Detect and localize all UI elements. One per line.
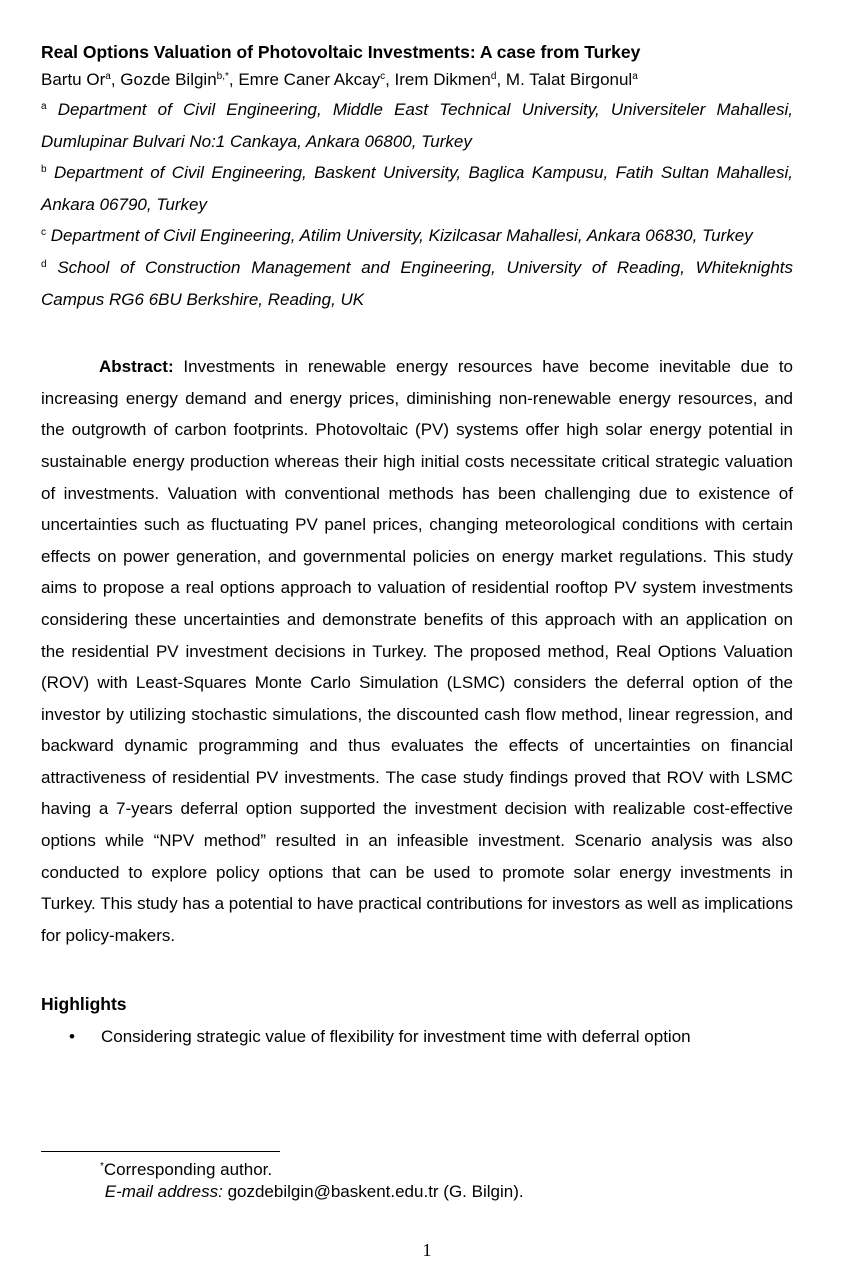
affiliation-a: $^a$ Department of Civil Engineering, Middle East Technical University, Universiteler Mahallesi, Dumlupinar Bulvari No:1 Cankaya, Ankara 06800, Turkey	[41, 100, 793, 151]
highlights-heading: Highlights	[41, 994, 127, 1015]
author: M. Talat Birgonul$^a$	[505, 70, 638, 89]
author-list	[41, 66, 793, 94]
author: Irem Dikmen$^d$,	[394, 70, 506, 89]
paper-page	[41, 38, 793, 1051]
author: Emre Caner Akcay$^c$,	[238, 70, 395, 89]
footnote-email: E-mail address: gozdebilgin@baskent.edu.tr (G. Bilgin).	[104, 1182, 524, 1201]
affiliation-c: $^c$ Department of Civil Engineering, Atilim University, Kizilcasar Mahallesi, Ankara 06830, Turkey	[41, 226, 753, 246]
abstract	[41, 351, 793, 951]
abstract-label: Abstract:	[99, 357, 174, 377]
abstract-text: Investments in renewable energy resources have become inevitable due to increasing energy demand and energy prices, diminishing non-renewable energy resources, and the outgrowth of carbon footprints. Photovoltaic (PV) systems offer high solar energy potential in sustainable energy production whereas their high initial costs necessitate critical strategic valuation of investments. Valuation with conventional methods has been challenging due to existence of uncertainties such as fluctuating PV panel prices, changing meteorological conditions with certain effects on power generation, and governmental policies on energy market regulations. This study aims to propose a real options approach to valuation of residential rooftop PV system investments considering these uncertainties and demonstrate benefits of this approach with an application on the residential PV investment decisions in Turkey. The proposed method, Real Options Valuation (ROV) with Least-Squares Monte Carlo Simulation (LSMC) considers the deferral option of the investor by utilizing stochastic simulations, the discounted cash flow method, linear regression, and backward dynamic programming and thus evaluates the effects of uncertainties on financial attractiveness of residential PV investments. The case study findings proved that ROV with LSMC having a 7-years deferral option supported the investment decision with realizable cost-effective options while “NPV method” resulted in an infeasible investment. Scenario analysis was also conducted to explore policy options that can be used to promote solar energy investments in Turkey. This study has a potential to have practical contributions for investors as well as implications for policy-makers.	[41, 357, 793, 945]
author: Gozde Bilgin$^{b,*}$,	[120, 70, 239, 89]
page-number: 1	[422, 1240, 432, 1260]
paper-title: Real Options Valuation of Photovoltaic Investments: A case from Turkey	[41, 42, 641, 62]
affiliation-d: $^d$ School of Construction Management and Engineering, University of Reading, Whiteknights Campus RG6 6BU Berkshire, Reading, UK	[41, 257, 793, 309]
list-item: • Considering strategic value of flexibility for investment time with deferral option	[41, 1023, 793, 1051]
highlights-list	[41, 1023, 793, 1051]
footnote	[100, 1159, 524, 1203]
author: Bartu Or$^a$,	[41, 70, 121, 89]
footnote-corresponding: *Corresponding author.	[100, 1160, 273, 1179]
affiliation-b: $^b$ Department of Civil Engineering, Baskent University, Baglica Kampusu, Fatih Sultan Mahallesi, Ankara 06790, Turkey	[41, 163, 793, 214]
footnote-divider	[41, 1151, 280, 1152]
bullet-icon: •	[69, 1027, 75, 1047]
